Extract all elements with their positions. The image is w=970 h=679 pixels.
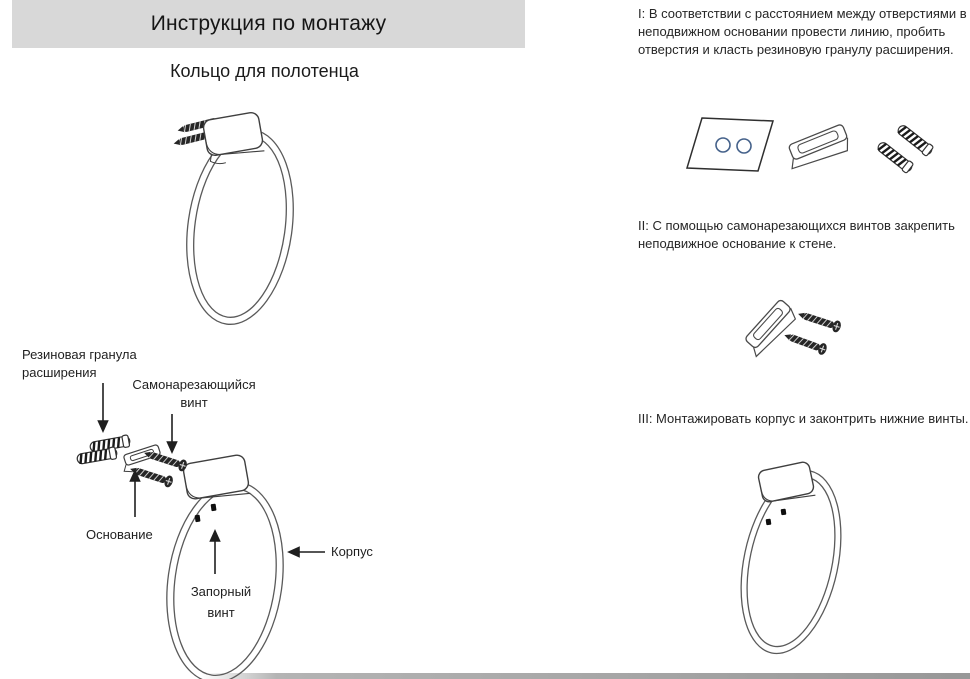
product-name: Кольцо для полотенца — [170, 61, 359, 81]
step-3-text: III: Монтажировать корпус и законтрить нижние винты. — [638, 411, 969, 426]
body-label: Корпус — [331, 544, 373, 559]
step-1-parts-diagram — [672, 100, 962, 200]
self-tapping-screw-arrow — [168, 414, 177, 452]
rubber-anchor-drawing — [876, 123, 935, 174]
title-bar — [12, 0, 525, 48]
page-title: Инструкция по монтажу — [150, 12, 387, 35]
mounting-plate-drawing — [757, 461, 815, 506]
step-3-mounted-diagram — [705, 440, 905, 679]
rubber-anchor-drawing — [76, 435, 130, 466]
locking-screw-dots — [766, 509, 787, 526]
step-2-text: II: С помощью самонарезающихся винтов закрепить неподвижное основание к стене. — [638, 218, 955, 251]
mounting-plate-drawing — [182, 454, 250, 504]
base-label: Основание — [86, 527, 153, 542]
rubber-anchor-arrow — [99, 383, 108, 431]
base-drawing — [741, 299, 799, 359]
mounting-plate-drawing — [202, 111, 265, 165]
assembled-ring-diagram — [130, 95, 350, 345]
towel-ring-drawing — [175, 123, 305, 332]
towel-ring-drawing — [154, 474, 295, 679]
base-drawing — [783, 124, 852, 173]
drilling-template-drawing — [687, 118, 773, 171]
step-2-parts-diagram — [735, 292, 910, 377]
locking-screw-label: Запорный винт — [190, 584, 252, 620]
step-1-text: I: В соответствии с расстоянием между отверстиями в неподвижном основании провести линию, пробить отверстия и класть резиновую гранулу расширения. — [638, 6, 967, 57]
page-bottom-shadow — [200, 673, 970, 679]
self-tapping-screw-label: Самонарезающийся винт — [132, 377, 256, 411]
body-arrow — [289, 548, 325, 557]
rubber-anchor-label: Резиновая гранула расширения — [22, 347, 137, 381]
base-arrow — [131, 471, 140, 517]
locking-screw-arrow — [211, 531, 220, 574]
